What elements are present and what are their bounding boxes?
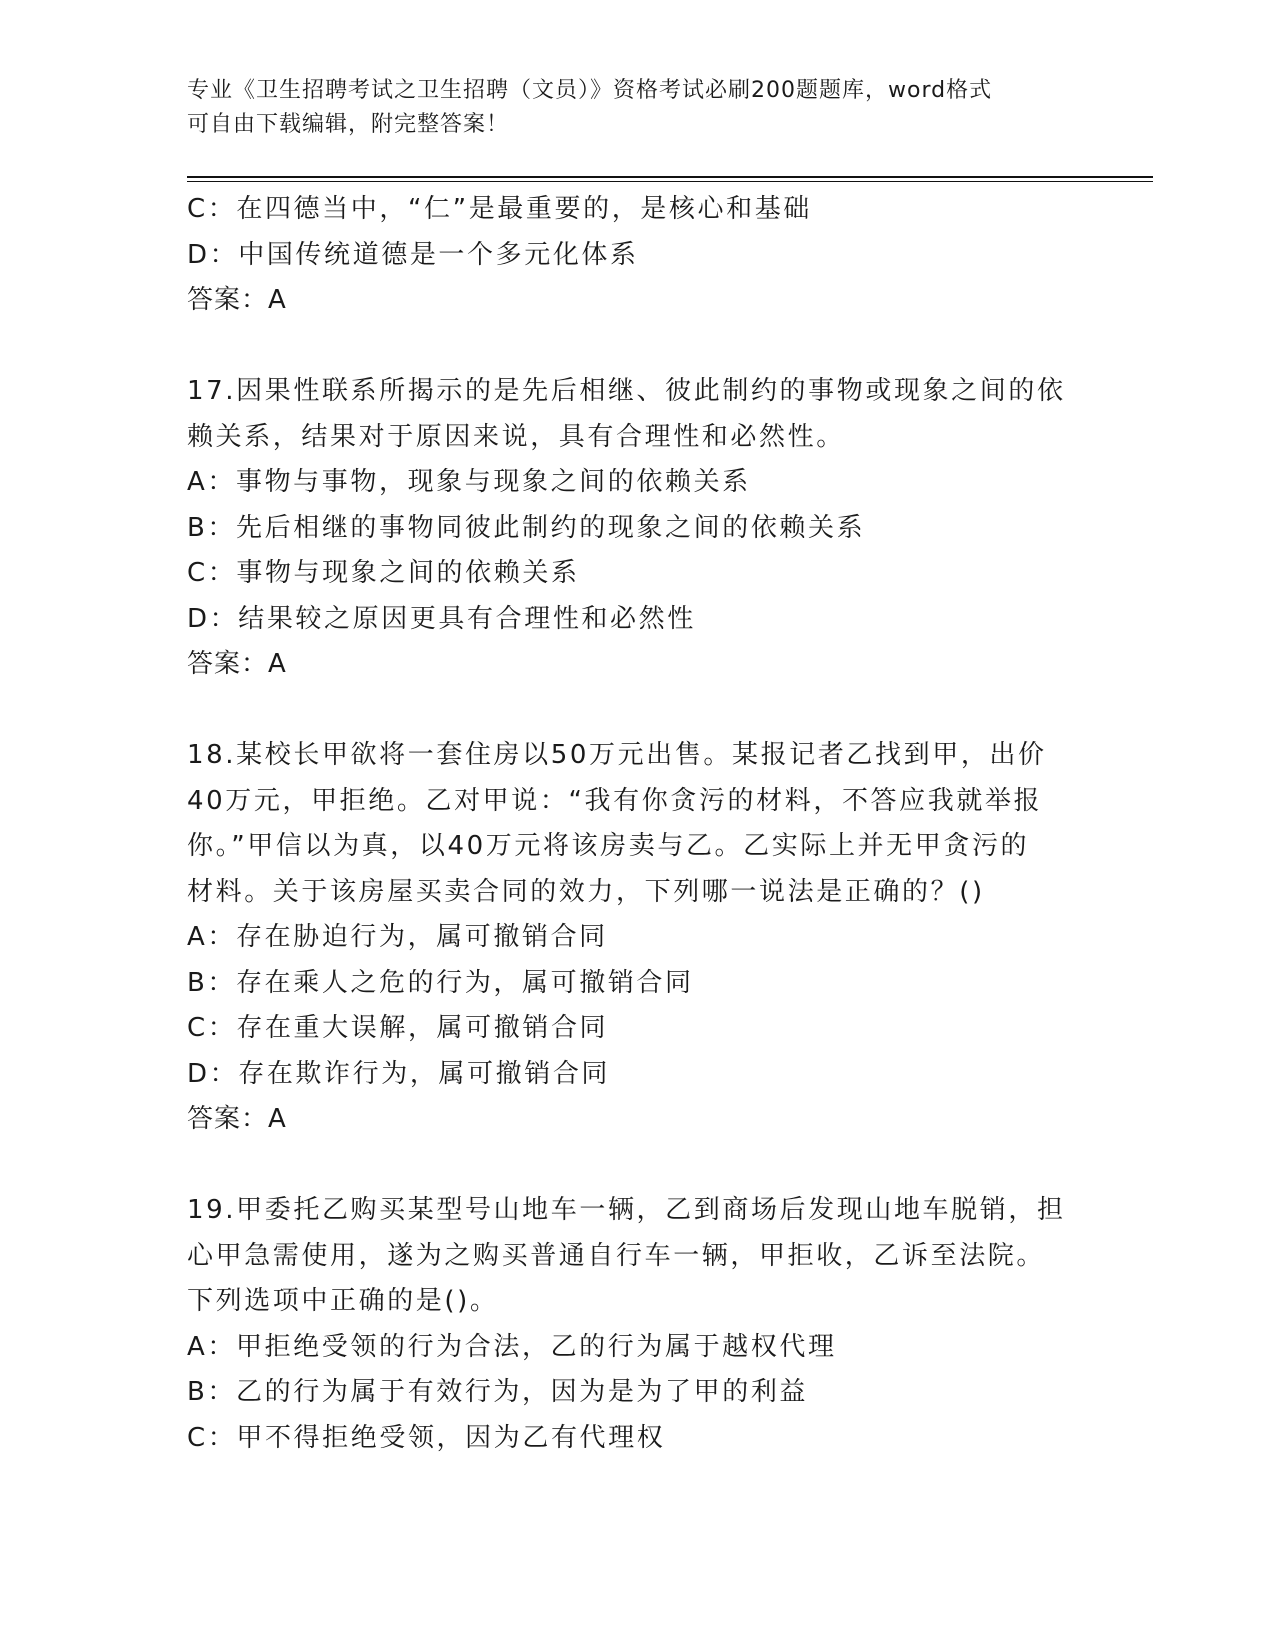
question-16-answer: 答案：A <box>187 285 287 315</box>
header-title-line-2: 可自由下载编辑，附完整答案！ <box>187 112 510 137</box>
question-18-option-b: B：存在乘人之危的行为，属可撤销合同 <box>187 967 694 998</box>
question-18-stem-line-3: 你。”甲信以为真，以40万元将该房卖与乙。乙实际上并无甲贪污的 <box>187 831 1030 861</box>
question-19-option-a: A：甲拒绝受领的行为合法，乙的行为属于越权代理 <box>187 1331 837 1362</box>
question-19-stem-line-2: 心甲急需使用，遂为之购买普通自行车一辆，甲拒收，乙诉至法院。 <box>187 1240 1046 1271</box>
question-18 <box>187 733 1153 1143</box>
question-16-option-d: D：中国传统道德是一个多元化体系 <box>187 239 639 270</box>
question-17-option-d: D：结果较之原因更具有合理性和必然性 <box>187 603 696 634</box>
document-body <box>187 187 1153 1461</box>
header-title-line-1: 专业《卫生招聘考试之卫生招聘（文员）》资格考试必刷200题题库，word格式 <box>187 78 993 103</box>
question-17-stem-line-2: 赖关系，结果对于原因来说，具有合理性和必然性。 <box>187 421 845 452</box>
question-16 <box>187 187 1153 324</box>
header-divider-thick <box>187 176 1153 178</box>
question-16-option-c: C：在四德当中，“仁”是最重要的，是核心和基础 <box>187 194 812 224</box>
question-17 <box>187 369 1153 688</box>
question-17-option-a: A：事物与事物，现象与现象之间的依赖关系 <box>187 467 751 497</box>
question-19 <box>187 1188 1153 1461</box>
page-header <box>187 74 1087 142</box>
question-18-answer: 答案：A <box>187 1104 287 1134</box>
question-19-option-b: B：乙的行为属于有效行为，因为是为了甲的利益 <box>187 1377 809 1407</box>
question-18-stem-line-2: 40万元，甲拒绝。乙对甲说：“我有你贪污的材料，不答应我就举报 <box>187 785 1043 816</box>
question-19-option-c: C：甲不得拒绝受领，因为乙有代理权 <box>187 1422 666 1453</box>
question-17-option-c: C：事物与现象之间的依赖关系 <box>187 558 580 588</box>
question-18-stem-line-1: 18.某校长甲欲将一套住房以50万元出售。某报记者乙找到甲，出价 <box>187 740 1047 770</box>
spacer <box>187 324 1153 370</box>
question-18-option-d: D：存在欺诈行为，属可撤销合同 <box>187 1058 611 1089</box>
spacer <box>187 1143 1153 1189</box>
question-17-option-b: B：先后相继的事物同彼此制约的现象之间的依赖关系 <box>187 512 866 543</box>
question-17-stem-line-1: 17.因果性联系所揭示的是先后相继、彼此制约的事物或现象之间的依 <box>187 376 1066 406</box>
question-19-stem-line-3: 下列选项中正确的是()。 <box>187 1286 499 1316</box>
question-19-stem-line-1: 19.甲委托乙购买某型号山地车一辆，乙到商场后发现山地车脱销，担 <box>187 1195 1066 1225</box>
spacer <box>187 688 1153 734</box>
question-18-stem-line-4: 材料。关于该房屋买卖合同的效力，下列哪一说法是正确的？() <box>187 876 985 907</box>
header-divider-thin <box>187 181 1153 182</box>
question-18-option-c: C：存在重大误解，属可撤销合同 <box>187 1013 609 1043</box>
question-17-answer: 答案：A <box>187 649 287 679</box>
question-18-option-a: A：存在胁迫行为，属可撤销合同 <box>187 922 608 952</box>
